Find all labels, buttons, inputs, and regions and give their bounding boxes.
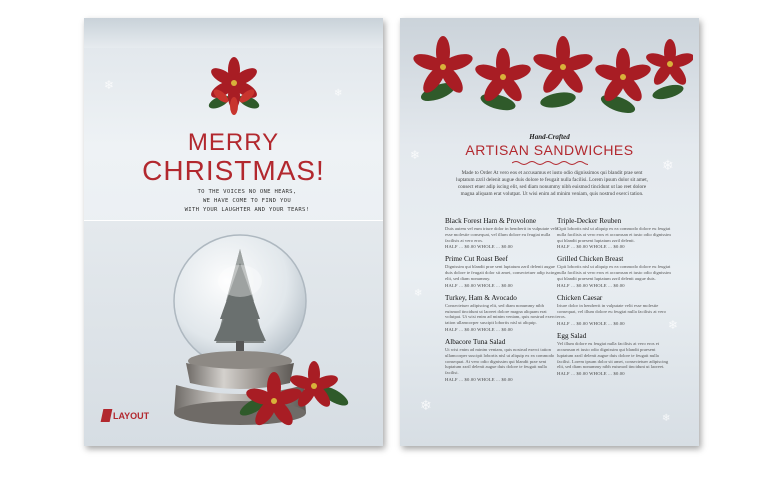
menu-item <box>557 217 672 249</box>
menu-item-name: Turkey, Ham & Avocado <box>445 293 517 302</box>
menu-item-description: Cipit lobortis nisl ut aliquip ex ea commodo dolore eu feugiat nulla facilisis at vero eros et accumsan et iusto odio dignissim qui blandit praesent luptatum zzril delenit augue duis. <box>557 264 671 281</box>
snowflake-icon: ❄ <box>662 158 674 174</box>
menu-item-price: HALF ... $0.00 WHOLE ... $0.00 <box>557 244 625 250</box>
menu-item-price: HALF ... $0.00 WHOLE ... $0.00 <box>445 326 513 332</box>
christmas-card-front <box>84 18 383 446</box>
menu-column-left <box>445 217 560 388</box>
menu-item-name: Grilled Chicken Breast <box>557 255 624 264</box>
menu-page <box>400 18 699 446</box>
tagline <box>172 188 322 215</box>
snowflake-icon: ❄ <box>420 398 432 414</box>
menu-item-price: HALF ... $0.00 WHOLE ... $0.00 <box>445 244 513 250</box>
menu-item <box>445 255 560 287</box>
menu-item-price: HALF ... $0.00 WHOLE ... $0.00 <box>557 282 625 288</box>
menu-item-description: Dignissim qui blandit prae sent luptatum zzril delenit augue duis dolore te feugait dolor sit amet, consectetuer adip iscing elit, sed diam nonummy. <box>445 264 557 281</box>
menu-item-name: Triple-Decker Reuben <box>557 217 622 225</box>
menu-subheading: Hand-Crafted <box>529 133 570 141</box>
menu-item-name: Albacore Tuna Salad <box>445 337 506 346</box>
greeting-christmas: CHRISTMAS! <box>142 155 325 186</box>
menu-item-name: Black Forest Ham & Provolone <box>445 217 537 225</box>
logo-mark-icon <box>101 409 113 422</box>
snowflake-icon: ❄ <box>410 148 421 162</box>
menu-item <box>445 217 560 249</box>
snowflake-icon: ❄ <box>104 78 115 92</box>
poinsettia-garland-icon <box>408 22 693 132</box>
menu-item-description: Vel illum dolore eu feugiat nulla facilisis at vero eros et accumsan et iusto odio dignissim qui blandit praesent luptatum zzril delenit augue duis dolore te feugait nulla facilisi. Lorem ipsum dolor sit amet, consectetuer adipiscing elit, sed diam nonummy nibh euismod tincidunt ut laoreet. <box>557 341 669 370</box>
menu-item-price: HALF ... $0.00 WHOLE ... $0.00 <box>445 282 513 288</box>
snowflake-icon: ❄ <box>414 288 423 299</box>
menu-intro: Made to Order At vero eos et accusamus et iusto odio dignissimos qui blandit prae sent luptatum zzril delenit augue duis dolore te feugait nulla facilisi. Lorem ipsum dolor sit amet, consect etuer adip iscing elit, sed diam nonummy nibh euismod tincidunt ut lao reet dolore magna aliquam erat volutpat. Ut wisi enim ad minim veniam, quis nostrud exerci tation. <box>456 170 648 197</box>
top-band <box>84 18 383 48</box>
menu-item-description: Cipit lobortis nisl ut aliquip ex ea commodo dolore eu feugiat nulla facilisis at vero eros et accumsan et iusto odio dignissim qui blandit praesent luptatum zzril delenit. <box>557 226 671 243</box>
logo-text: LAYOUT <box>113 410 150 421</box>
menu-item-name: Egg Salad <box>557 332 587 341</box>
wave-divider <box>512 160 588 166</box>
menu-item <box>445 294 560 332</box>
menu-item-description: Consectetuer adipiscing elit, sed diam nonummy nibh euismod tincidunt ut laoreet dolore magna aliquam erat volutpat. Ut wisi enim ad minim veniam, quis nostrud exerci tation ullamcorper suscipit lobortis nisl ut aliquip. <box>445 302 557 326</box>
menu-item-description: Ut wisi enim ad minim veniam, quis nostrud exerci tation ullamcorper suscipit lobortis nisl ut aliquip ex ea commodo consequat. At vero odio dignissim qui blandit prae sent luptatum zzril delenit augue duis dolore te feugait nulla facilisi. <box>445 346 555 376</box>
menu-item-price: HALF ... $0.00 WHOLE ... $0.00 <box>557 321 625 327</box>
menu-item-description: Duis autem vel eum iriure dolor in hendrerit in vulputate velit esse molestie consequat, vel illum dolore eu feugiat nulla facilisis at vero eros. <box>445 226 559 243</box>
brand-logo <box>102 409 149 422</box>
menu-item <box>557 294 672 326</box>
tagline-line: WE HAVE COME TO FIND YOU <box>202 198 292 204</box>
poinsettia-icon <box>205 56 263 120</box>
menu-heading: ARTISAN SANDWICHES <box>465 142 634 158</box>
menu-item <box>557 332 672 376</box>
snowflake-icon: ❄ <box>334 88 343 99</box>
menu-column-right <box>557 217 672 382</box>
poinsettia-cluster-icon <box>234 346 354 446</box>
menu-item-description: Iriure dolor in hendrerit in vulputate velit esse molestie consequat, vel illum dolore eu feugiat nulla facilisis at vero eros. <box>557 302 666 320</box>
menu-item <box>557 255 672 287</box>
menu-item-name: Chicken Caesar <box>557 293 603 302</box>
tagline-line: TO THE VOICES NO ONE HEARS, <box>197 189 297 195</box>
menu-item <box>445 338 560 382</box>
menu-item-price: HALF ... $0.00 WHOLE ... $0.00 <box>445 376 513 382</box>
greeting-merry: MERRY <box>187 129 280 156</box>
menu-item-price: HALF ... $0.00 WHOLE ... $0.00 <box>557 371 625 377</box>
menu-item-name: Prime Cut Roast Beef <box>445 255 508 264</box>
snowflake-icon: ❄ <box>668 318 679 332</box>
snowflake-icon: ❄ <box>662 413 671 424</box>
tagline-line: WITH YOUR LAUGHTER AND YOUR TEARS! <box>184 207 310 213</box>
